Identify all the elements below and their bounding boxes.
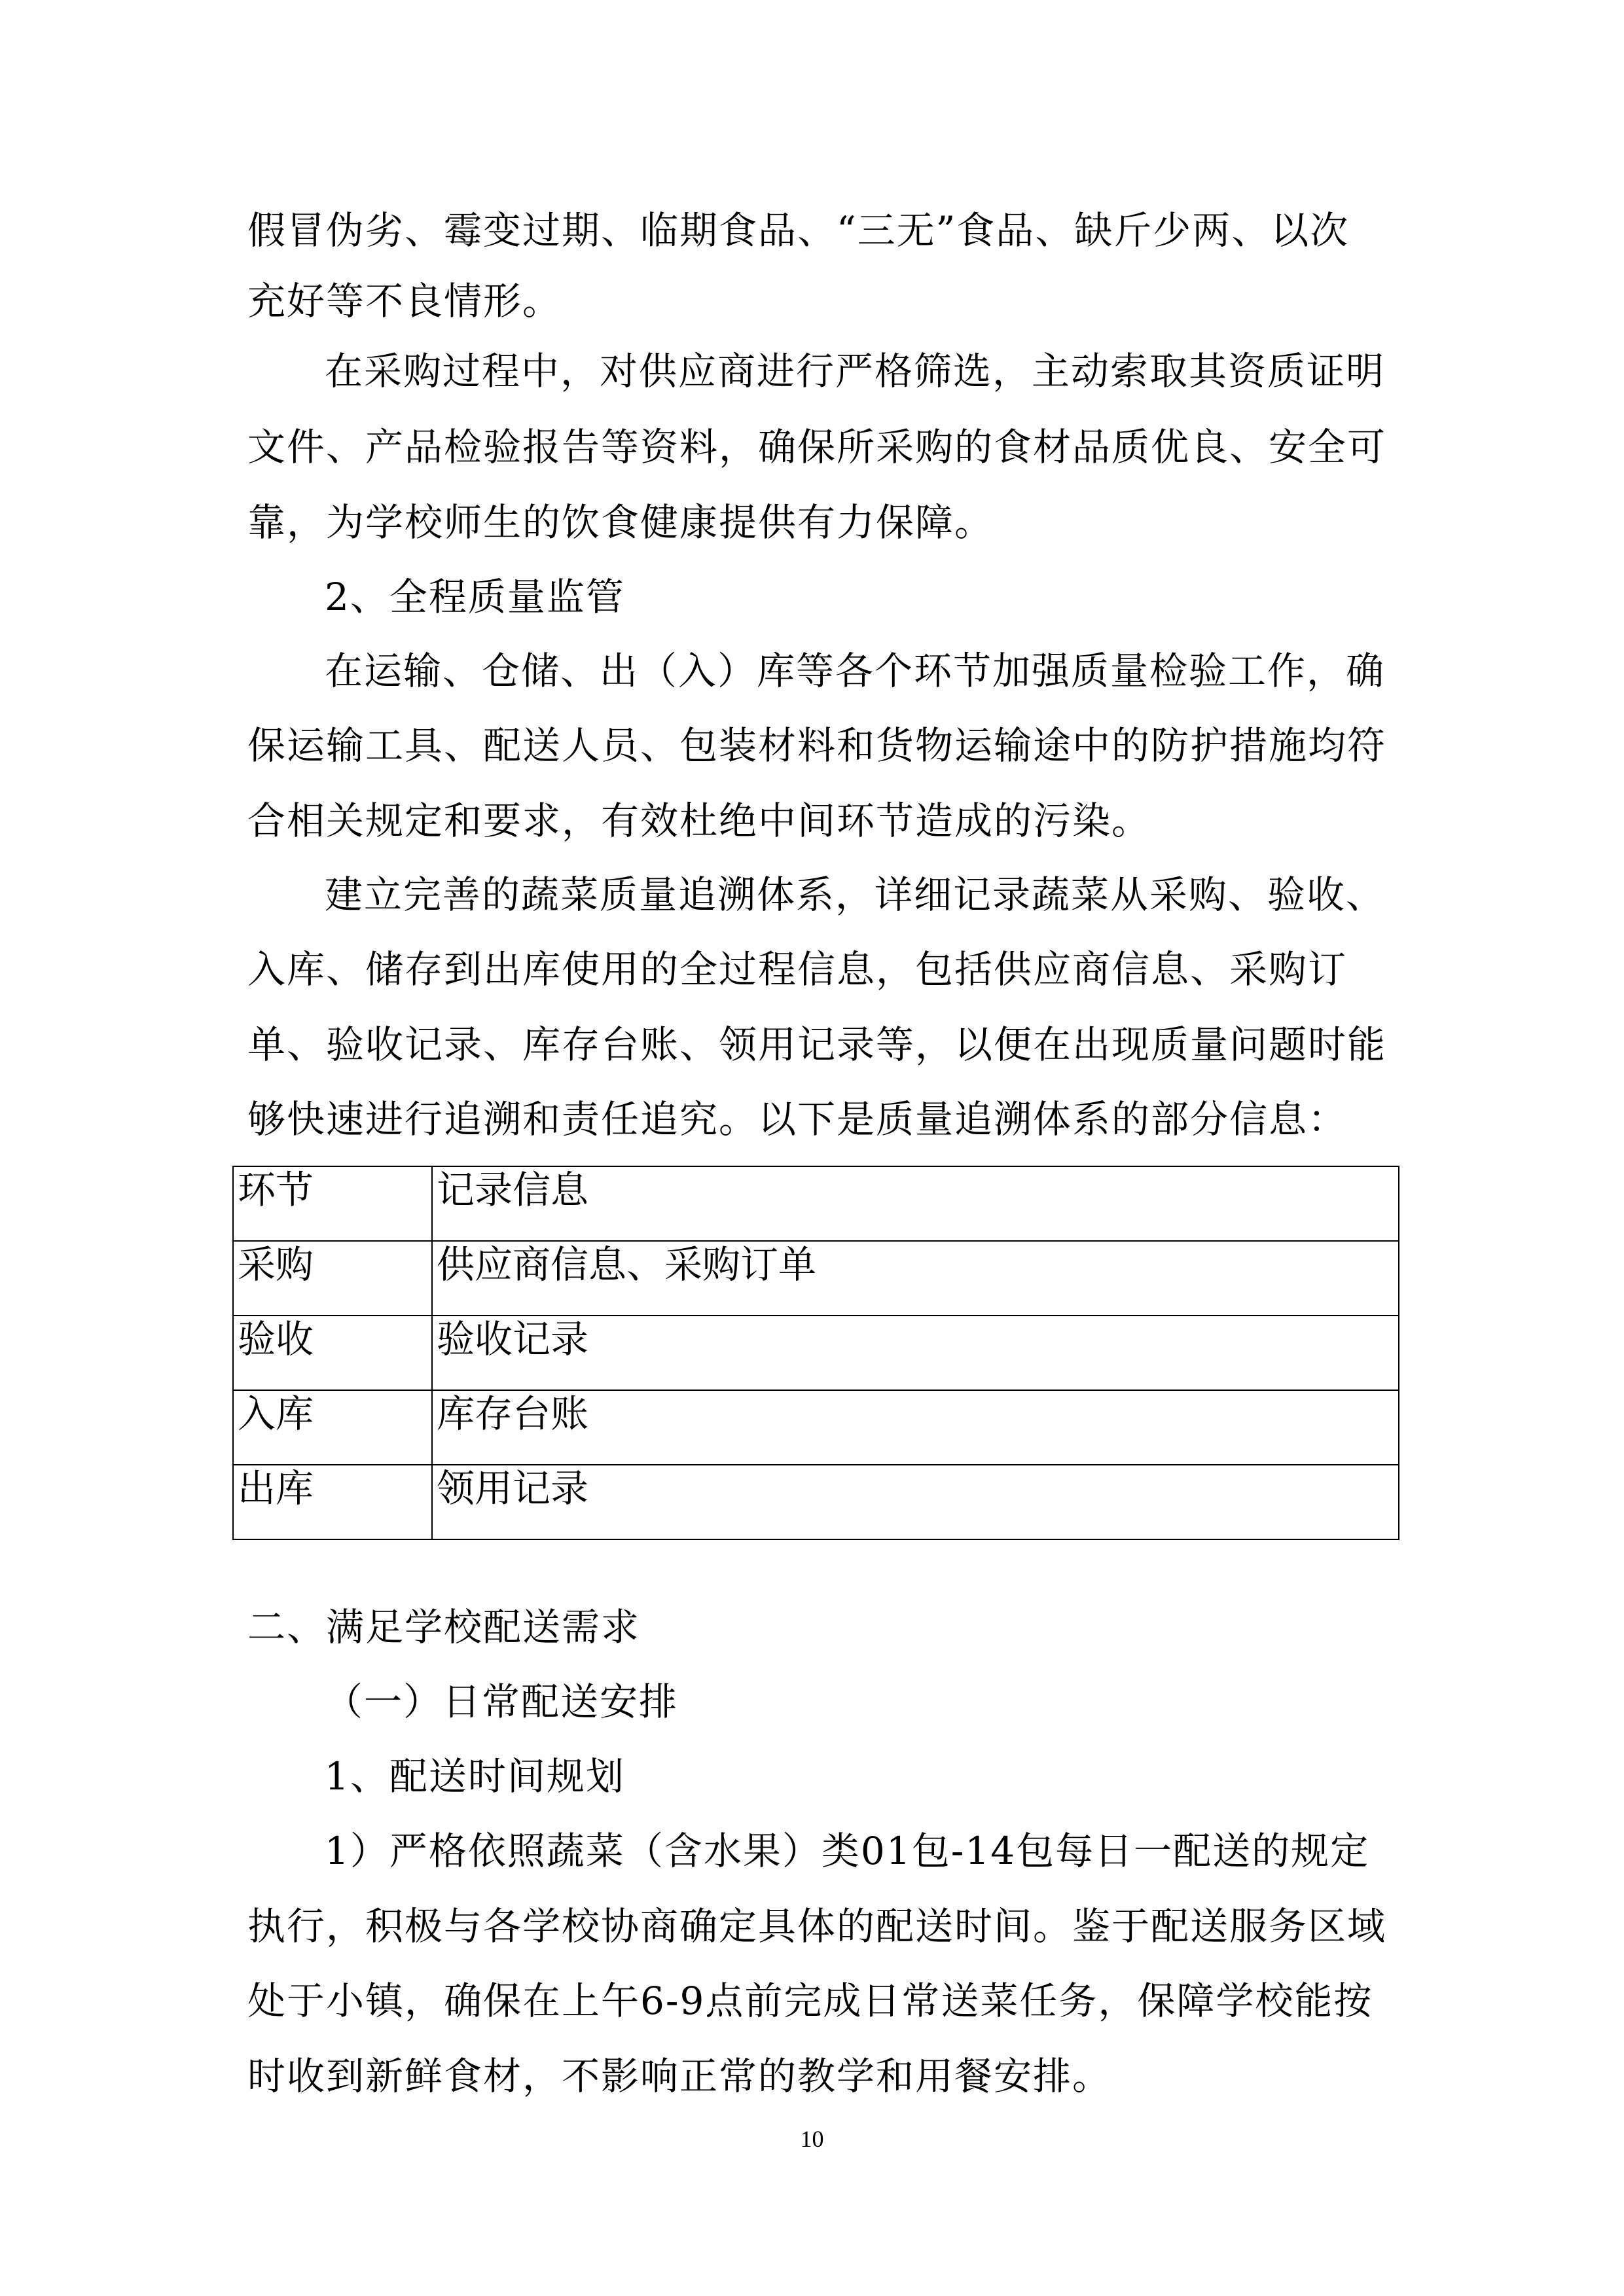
subsection-heading: 1、配送时间规划 [325,1754,625,1799]
table-row [233,1465,1399,1539]
paragraph-line: 保运输工具、配送人员、包装材料和货物运输途中的防护措施均符 [247,723,1387,768]
paragraph-line: 执行，积极与各学校协商确定具体的配送时间。鉴于配送服务区域 [247,1904,1387,1948]
paragraph-line: 合相关规定和要求，有效杜绝中间环节造成的污染。 [247,798,1151,843]
table-header-row [233,1166,1399,1241]
paragraph-line: 充好等不良情形。 [247,279,562,323]
paragraph-line: 时收到新鲜食材，不影响正常的教学和用餐安排。 [247,2054,1112,2098]
table-header-cell: 记录信息 [432,1166,1399,1241]
subsection-heading: （一）日常配送安排 [325,1679,679,1724]
section-heading: 二、满足学校配送需求 [247,1605,641,1649]
table-cell: 验收 [233,1316,432,1390]
table-row [233,1241,1399,1316]
table-row [233,1316,1399,1390]
page-number: 10 [800,2126,824,2152]
table-header-cell: 环节 [233,1166,432,1241]
paragraph-line: 入库、储存到出库使用的全过程信息，包括供应商信息、采购订 [247,947,1348,992]
paragraph-line: 单、验收记录、库存台账、领用记录等，以便在出现质量问题时能 [247,1022,1387,1067]
paragraph-line: 假冒伪劣、霉变过期、临期食品、“三无”食品、缺斤少两、以次 [247,208,1350,253]
paragraph-line: 文件、产品检验报告等资料，确保所采购的食材品质优良、安全可 [247,425,1387,469]
traceability-table [232,1166,1399,1540]
paragraph-line: 在运输、仓储、出（入）库等各个环节加强质量检验工作，确 [325,649,1386,693]
section-heading: 2、全程质量监管 [325,575,625,619]
table-row [233,1390,1399,1465]
table-cell: 验收记录 [432,1316,1399,1390]
table-cell: 领用记录 [432,1465,1399,1539]
paragraph-line: 1）严格依照蔬菜（含水果）类01包-14包每日一配送的规定 [325,1829,1370,1873]
table-cell: 出库 [233,1465,432,1539]
paragraph-line: 建立完善的蔬菜质量追溯体系，详细记录蔬菜从采购、验收、 [325,872,1386,917]
paragraph-line: 在采购过程中，对供应商进行严格筛选，主动索取其资质证明 [325,349,1386,393]
table-cell: 采购 [233,1241,432,1316]
table-cell: 库存台账 [432,1390,1399,1465]
table-cell: 入库 [233,1390,432,1465]
paragraph-line: 够快速进行追溯和责任追究。以下是质量追溯体系的部分信息： [247,1097,1348,1141]
table-cell: 供应商信息、采购订单 [432,1241,1399,1316]
paragraph-line: 靠，为学校师生的饮食健康提供有力保障。 [247,500,994,545]
paragraph-line: 处于小镇，确保在上午6-9点前完成日常送菜任务，保障学校能按 [247,1979,1373,2023]
